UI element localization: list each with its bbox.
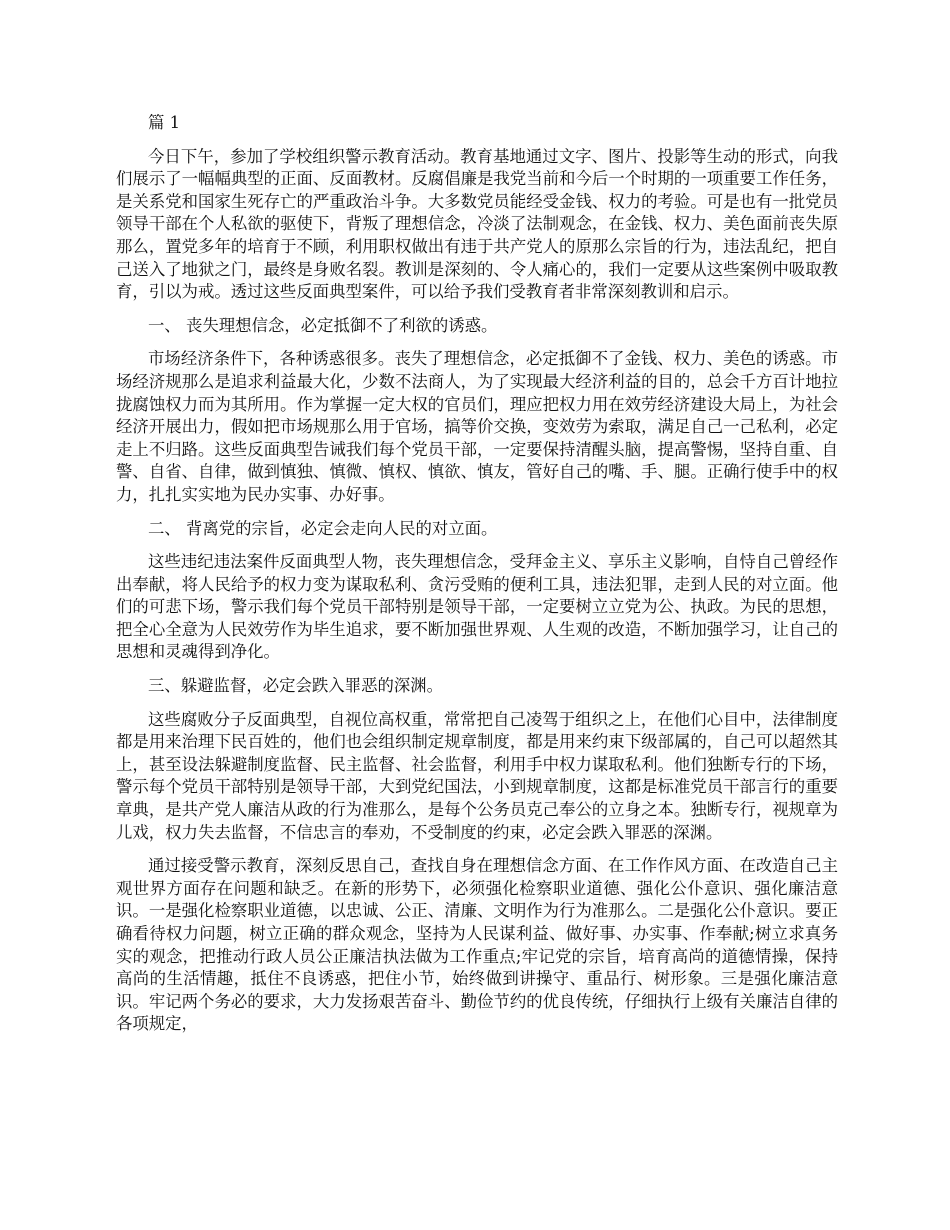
section-heading-3: 三、躲避监督，必定会跌入罪恶的深渊。	[148, 676, 444, 696]
document-heading: 篇 1	[148, 113, 181, 132]
section-heading-2: 二、 背离党的宗旨，必定会走向人民的对立面。	[148, 518, 498, 538]
paragraph-section-3: 这些腐败分子反面典型，自视位高权重，常常把自己凌驾于组织之上，在他们心目中，法律制度都是用来治理下民百姓的，他们也会组织制定规章制度，都是用来约束下级部属的，自己可以超然其上，甚至设法躲避制度监督、民主监督、社会监督，利用手中权力谋取私利。他们独断专行的下场，警示每个党员干部特别是领导干部，大到党纪国法，小到规章制度，这都是标准党员干部言行的重要章典，是共产党人廉洁从政的行为准那么，是每个公务员克己奉公的立身之本。独断专行，视规章为儿戏，权力失去监督，不信忠言的奉劝，不受制度的约束，必定会跌入罪恶的深渊。	[116, 709, 838, 842]
document-body	[116, 112, 838, 1047]
paragraph-conclusion: 通过接受警示教育，深刻反思自己，查找自身在理想信念方面、在工作作风方面、在改造自己主观世界方面存在问题和缺乏。在新的形势下，必须强化检察职业道德、强化公仆意识、强化廉洁意识。一是强化检察职业道德，以忠诚、公正、清廉、文明作为行为准那么。二是强化公仆意识。要正确看待权力问题，树立正确的群众观念，坚持为人民谋利益、做好事、办实事、作奉献;树立求真务实的观念，把推动行政人员公正廉洁执法做为工作重点;牢记党的宗旨，培育高尚的道德情操，保持高尚的生活情趣，抵住不良诱惑，把住小节，始终做到讲操守、重品行、树形象。三是强化廉洁意识。牢记两个务必的要求，大力发扬艰苦奋斗、勤俭节约的优良传统，仔细执行上级有关廉洁自律的各项规定，	[116, 856, 838, 1034]
paragraph-section-1: 市场经济条件下，各种诱惑很多。丧失了理想信念，必定抵御不了金钱、权力、美色的诱惑。市场经济规那么是追求利益最大化，少数不法商人，为了实现最大经济利益的目的，总会千方百计地拉拢腐蚀权力而为其所用。作为掌握一定大权的官员们，理应把权力用在效劳经济建设大局上，为社会经济开展出力，假如把市场规那么用于官场，搞等价交换，变效劳为索取，满足自己一己私利，必定走上不归路。这些反面典型告诫我们每个党员干部，一定要保持清醒头脑，提高警惕，坚持自重、自警、自省、自律，做到慎独、慎微、慎权、慎欲、慎友，管好自己的嘴、手、腿。正确行使手中的权力，扎扎实实地为民办实事、办好事。	[116, 349, 838, 504]
paragraph-intro: 今日下午，参加了学校组织警示教育活动。教育基地通过文字、图片、投影等生动的形式，向我们展示了一幅幅典型的正面、反面教材。反腐倡廉是我党当前和今后一个时期的一项重要工作任务，是关系党和国家生死存亡的严重政治斗争。大多数党员能经受金钱、权力的考验。可是也有一批党员领导干部在个人私欲的驱使下，背叛了理想信念，冷淡了法制观念，在金钱、权力、美色面前丧失原那么，置党多年的培育于不顾，利用职权做出有违于共产党人的原那么宗旨的行为，违法乱纪，把自己送入了地狱之门，最终是身败名裂。教训是深刻的、令人痛心的，我们一定要从这些案例中吸取教育，引以为戒。透过这些反面典型案件，可以给予我们受教育者非常深刻教训和启示。	[116, 146, 838, 302]
paragraph-section-2: 这些违纪违法案件反面典型人物，丧失理想信念，受拜金主义、享乐主义影响，自恃自己曾经作出奉献，将人民给予的权力变为谋取私利、贪污受贿的便利工具，违法犯罪，走到人民的对立面。他们的可悲下场，警示我们每个党员干部特别是领导干部，一定要树立立党为公、执政。为民的思想，把全心全意为人民效劳作为毕生追求，要不断加强世界观、人生观的改造，不断加强学习，让自己的思想和灵魂得到净化。	[116, 552, 838, 662]
section-heading-1: 一、 丧失理想信念，必定抵御不了利欲的诱惑。	[148, 315, 498, 335]
